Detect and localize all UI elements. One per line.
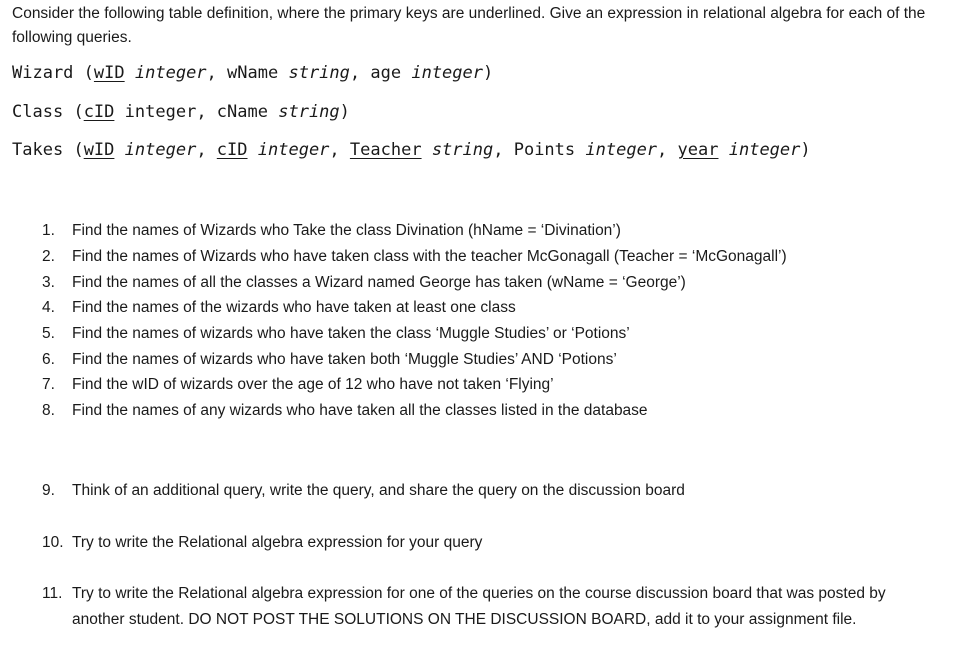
query-text: Find the names of any wizards who have taken all the classes listed in the database <box>72 402 648 419</box>
schema-attr-name: cName <box>216 102 268 122</box>
schema-attr-type: integer <box>728 140 801 160</box>
schema-attr-name: wID <box>83 140 115 160</box>
schema-attr-type: string <box>278 102 340 122</box>
query-number: 1. <box>42 222 55 239</box>
query-text: Find the names of all the classes a Wizard named George has taken (wName = ‘George’) <box>72 274 686 291</box>
schema-attr-type: integer <box>124 102 197 122</box>
schema-attr-type: integer <box>257 140 330 160</box>
schema-takes: Takes (wID integer, cID integer, Teacher string, Points integer, year integer) <box>12 140 811 160</box>
schema-attr-name: cID <box>83 102 115 122</box>
extra-text: Try to write the Relational algebra expression for your query <box>72 534 483 551</box>
intro-paragraph: Consider the following table definition, where the primary keys are underlined. Give an expression in relational algebra for each of the following queries. <box>12 5 926 46</box>
query-number: 2. <box>42 248 55 265</box>
schema-wizard: Wizard (wID integer, wName string, age integer) <box>12 63 494 83</box>
schema-attr-name: year <box>677 140 719 160</box>
extra-number: 10. <box>42 534 64 551</box>
extra-text: Think of an additional query, write the query, and share the query on the discussion board <box>72 482 685 499</box>
schema-attr-name: Teacher <box>349 140 422 160</box>
extra-text: Try to write the Relational algebra expression for one of the queries on the course discussion board that was posted by another student. DO NOT POST THE SOLUTIONS ON THE DISCUSSION BOARD, add it to your assignment file. <box>72 585 886 628</box>
query-number: 4. <box>42 299 55 316</box>
schema-attr-name: cID <box>216 140 248 160</box>
extra-number: 11. <box>42 585 63 602</box>
query-text: Find the names of the wizards who have taken at least one class <box>72 299 516 316</box>
schema-attr-type: integer <box>134 63 207 83</box>
schema-attr-name: wName <box>227 63 279 83</box>
schema-attr-type: string <box>431 140 494 160</box>
schema-attr-type: string <box>288 63 350 83</box>
query-text: Find the names of Wizards who Take the class Divination (hName = ‘Divination’) <box>72 222 621 239</box>
schema-table-name: Class <box>12 102 64 122</box>
query-number: 6. <box>42 351 55 368</box>
query-number: 7. <box>42 376 55 393</box>
query-text: Find the names of Wizards who have taken class with the teacher McGonagall (Teacher = ‘McGonagall’) <box>72 248 787 265</box>
schema-attr-name: wID <box>93 63 125 83</box>
schema-table-name: Wizard <box>12 63 74 83</box>
schema-class: Class (cID integer, cName string) <box>12 102 350 122</box>
schema-attr-type: integer <box>411 63 483 83</box>
query-number: 5. <box>42 325 55 342</box>
schema-attr-type: integer <box>585 140 658 160</box>
schema-attr-name: age <box>370 63 402 83</box>
query-text: Find the wID of wizards over the age of 12 who have not taken ‘Flying’ <box>72 376 554 393</box>
query-text: Find the names of wizards who have taken the class ‘Muggle Studies’ or ‘Potions’ <box>72 325 630 342</box>
query-number: 3. <box>42 274 55 291</box>
schema-attr-type: integer <box>124 140 197 160</box>
query-number: 8. <box>42 402 55 419</box>
schema-attr-name: Points <box>513 140 576 160</box>
extra-number: 9. <box>42 482 55 499</box>
query-text: Find the names of wizards who have taken both ‘Muggle Studies’ AND ‘Potions’ <box>72 351 617 368</box>
schema-table-name: Takes <box>12 140 64 160</box>
